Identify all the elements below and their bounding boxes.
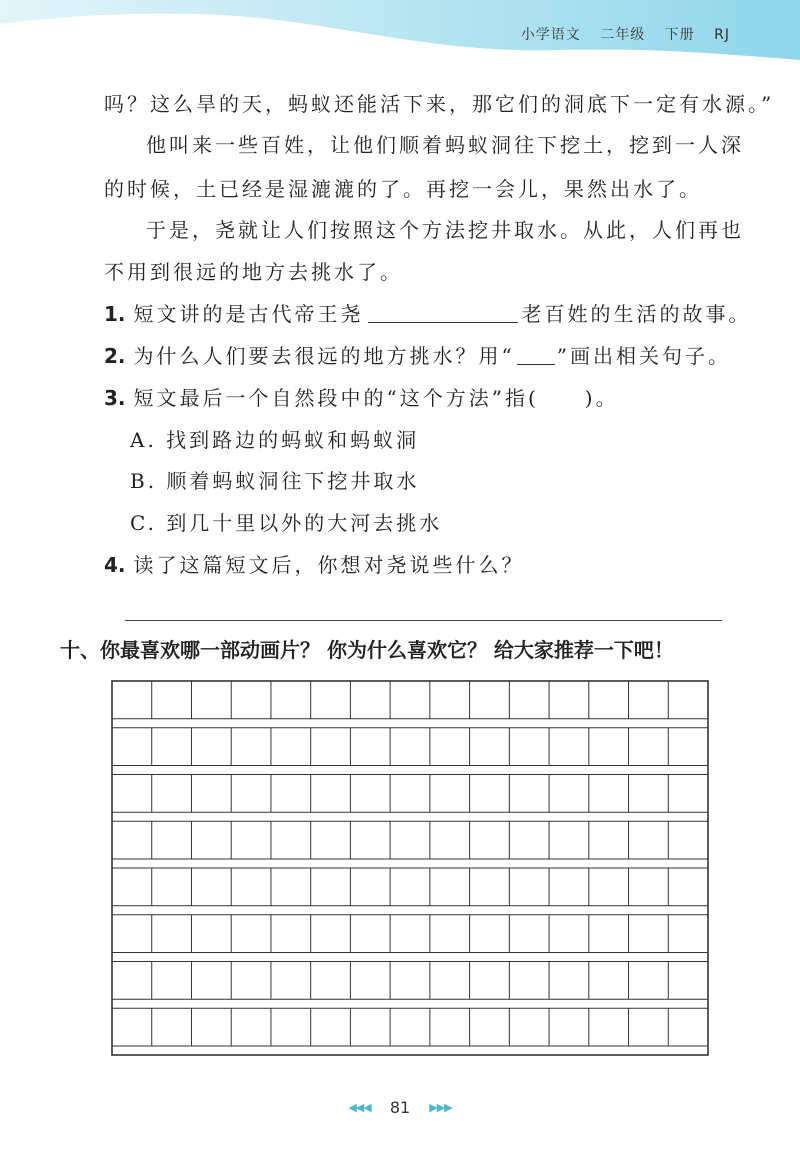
header-subject: 小学语文 [520, 27, 581, 43]
footer-left-arrows: ◀◀◀ [348, 1101, 371, 1114]
question-4 [104, 551, 525, 579]
passage-line-2: 他叫来一些百姓，让他们顺着蚂蚁洞往下挖土，挖到一人深 [146, 133, 744, 157]
question-2-text-before: 为什么人们要去很远的地方挑水？用“ [133, 344, 515, 368]
question-2-underline-sample [517, 344, 555, 365]
question-3-text-before: 短文最后一个自然段中的“这个方法”指( [133, 386, 539, 410]
question-4-text: 读了这篇短文后，你想对尧说些什么？ [133, 553, 525, 577]
question-4-answer-line[interactable] [125, 620, 722, 621]
question-3-option-a[interactable] [130, 426, 419, 454]
header-edition: RJ [714, 27, 730, 43]
question-3-text-after: )。 [584, 386, 619, 410]
page-footer [0, 1098, 800, 1117]
header-grade: 二年级 [600, 27, 646, 43]
question-1 [104, 300, 752, 328]
question-1-number: 1. [104, 302, 126, 326]
footer-right-arrows: ▶▶▶ [429, 1101, 452, 1114]
header-term: 下册 [664, 27, 695, 43]
passage-line-4: 于是，尧就让人们按照这个方法挖井取水。从此，人们再也 [146, 218, 744, 242]
option-a-label: A. [130, 428, 157, 452]
section-10-title: 十、你最喜欢哪一部动画片？ 你为什么喜欢它？ 给大家推荐一下吧！ [60, 638, 674, 662]
question-1-answer-blank[interactable] [368, 302, 518, 323]
writing-grid[interactable] [111, 680, 709, 1056]
question-2-text-after: ”画出相关句子。 [556, 344, 731, 368]
option-b-text: 顺着蚂蚁洞往下挖井取水 [166, 469, 420, 493]
option-a-text: 找到路边的蚂蚁和蚂蚁洞 [166, 428, 420, 452]
question-3-number: 3. [104, 386, 126, 410]
question-3 [104, 384, 619, 412]
question-1-text-after: 老百姓的生活的故事。 [521, 302, 752, 326]
page-number: 81 [389, 1098, 411, 1117]
passage-line-3: 的时候，土已经是湿漉漉的了。再挖一会儿，果然出水了。 [104, 177, 702, 201]
question-2 [104, 342, 731, 370]
question-4-number: 4. [104, 553, 126, 577]
passage-line-5: 不用到很远的地方去挑水了。 [104, 260, 403, 284]
question-3-option-c[interactable] [130, 509, 442, 537]
option-c-text: 到几十里以外的大河去挑水 [166, 511, 443, 535]
question-1-text-before: 短文讲的是古代帝王尧 [133, 302, 364, 326]
question-2-number: 2. [104, 344, 126, 368]
question-3-option-b[interactable] [130, 467, 419, 495]
passage-line-1: 吗？这么旱的天，蚂蚁还能活下来，那它们的洞底下一定有水源。” [104, 92, 775, 116]
header-book-info [507, 24, 730, 44]
option-c-label: C. [130, 511, 157, 535]
option-b-label: B. [130, 469, 158, 493]
